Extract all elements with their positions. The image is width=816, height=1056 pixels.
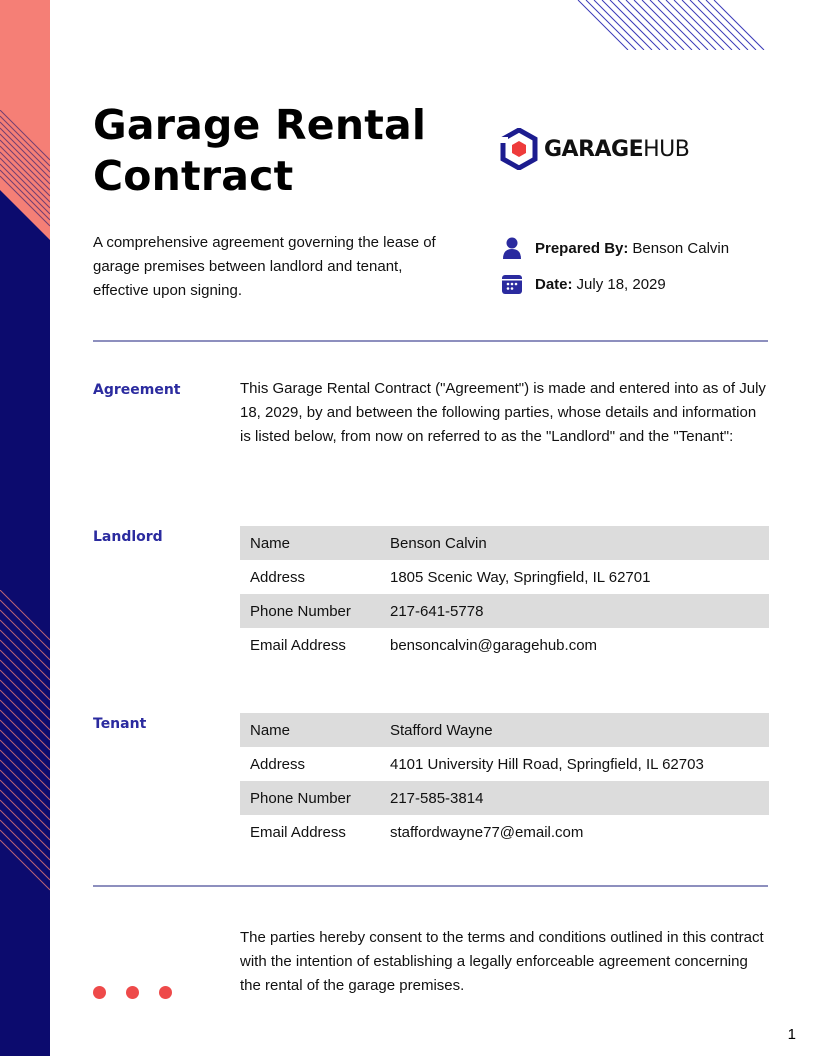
- field-name: Address: [250, 568, 306, 586]
- corner-diagonal-stripes: [570, 0, 770, 50]
- closing-text: The parties hereby consent to the terms and conditions outlined in this contract with the intention of establishing a legally enforceable agreement concerning the rental of the garage premises.: [240, 929, 764, 994]
- field-name: Name: [240, 713, 380, 747]
- diagonal-stripes-middle: [0, 590, 50, 900]
- date-label: Date:: [535, 275, 573, 293]
- field-name: Phone Number: [240, 594, 380, 628]
- logo-wordmark: [544, 137, 689, 162]
- logo-bold-text: GARAGE: [544, 136, 644, 162]
- logo-light-text: HUB: [643, 136, 690, 162]
- field-name: Address: [250, 755, 306, 773]
- section-divider: [93, 885, 768, 887]
- table-row: [240, 560, 769, 594]
- dot-icon: [126, 986, 139, 999]
- agreement-label: Agreement: [93, 382, 181, 398]
- table-row: [240, 781, 769, 815]
- intro-description: A comprehensive agreement governing the lease of garage premises between landlord and tenant, effective upon signing.: [93, 234, 436, 299]
- field-value: 217-585-3814: [380, 781, 769, 815]
- section-divider: [93, 340, 768, 342]
- table-row: [240, 747, 769, 781]
- agreement-text: This Garage Rental Contract ("Agreement") is made and entered into as of July 18, 2029, by and between the following parties, whose details and information is listed below, from now on referred to as the "Landlord" and the "Tenant":: [240, 380, 766, 445]
- page-number: 1: [787, 1026, 796, 1043]
- person-icon: [500, 236, 524, 260]
- document-title: Garage Rental Contract: [93, 101, 427, 200]
- dot-icon: [93, 986, 106, 999]
- table-row: [240, 594, 769, 628]
- landlord-table: [240, 526, 769, 662]
- landlord-label: Landlord: [93, 529, 163, 545]
- table-row: [240, 526, 769, 560]
- table-row: [240, 713, 769, 747]
- field-value: Stafford Wayne: [380, 713, 769, 747]
- field-name: Email Address: [250, 636, 346, 654]
- dot-icon: [159, 986, 172, 999]
- field-name: Name: [240, 526, 380, 560]
- left-decorative-bar: [0, 0, 50, 1056]
- hexagon-logo-icon: [500, 128, 538, 170]
- tenant-table: [240, 713, 769, 849]
- garagehub-logo: [500, 128, 689, 170]
- field-value: staffordwayne77@email.com: [390, 823, 584, 841]
- field-value: Benson Calvin: [380, 526, 769, 560]
- table-row: [240, 815, 769, 849]
- decorative-dots: [93, 986, 192, 999]
- field-value: 217-641-5778: [380, 594, 769, 628]
- field-name: Phone Number: [240, 781, 380, 815]
- field-value: 4101 University Hill Road, Springfield, IL 62703: [390, 755, 704, 773]
- field-name: Email Address: [250, 823, 346, 841]
- date-row: [500, 272, 729, 296]
- table-row: [240, 628, 769, 662]
- tenant-label: Tenant: [93, 716, 147, 732]
- field-value: bensoncalvin@garagehub.com: [390, 636, 598, 654]
- prepared-by-label: Prepared By:: [535, 239, 629, 257]
- prepared-by-value: Benson Calvin: [632, 239, 730, 257]
- prepared-by-row: [500, 236, 729, 260]
- calendar-icon: [500, 272, 524, 296]
- document-meta: [500, 236, 729, 308]
- date-value: July 18, 2029: [576, 275, 666, 293]
- diagonal-stripes-top: [0, 110, 50, 240]
- field-value: 1805 Scenic Way, Springfield, IL 62701: [390, 568, 651, 586]
